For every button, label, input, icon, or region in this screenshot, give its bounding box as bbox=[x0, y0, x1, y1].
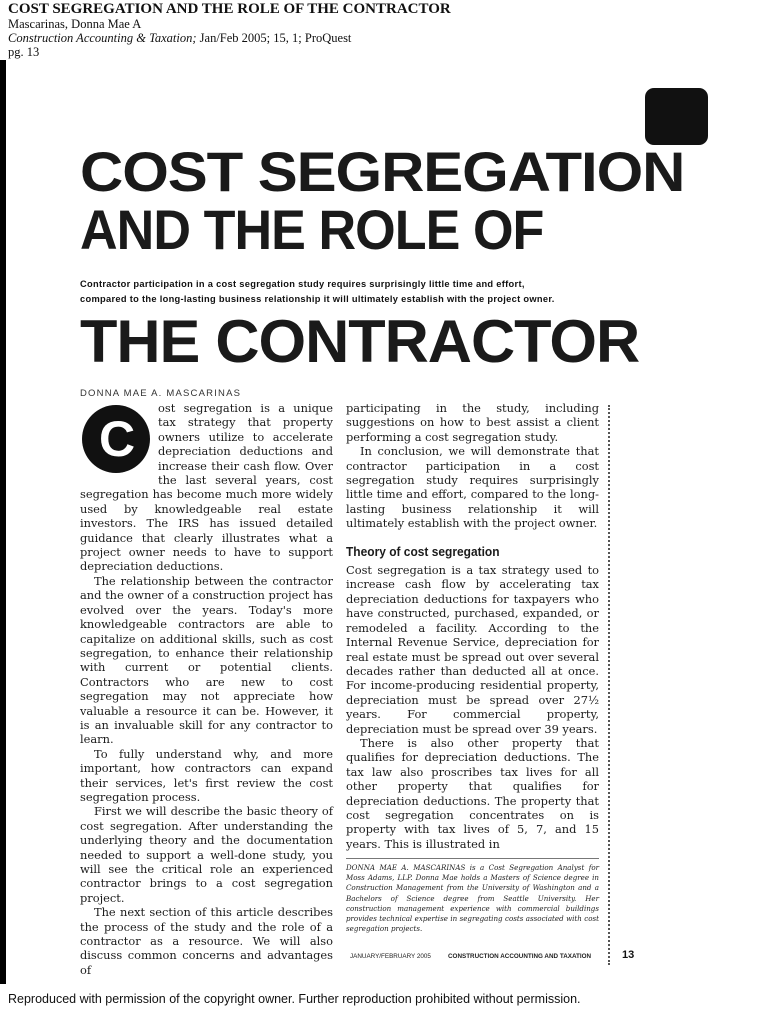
author-bio: DONNA MAE A. MASCARINAS is a Cost Segregation Analyst for Moss Adams, LLP. Donna Mae holds a Masters of Science degree in Construction Management from the University of Washington and a Bachelors of Science degree from Seattle University. Her construction management experience with commercial buildings provides technical expertise in segregating costs associated with cost segregation projects. bbox=[346, 858, 599, 934]
citation-header bbox=[8, 1, 451, 59]
drop-cap-letter: C bbox=[98, 411, 136, 467]
footer-date: JANUARY/FEBRUARY 2005 bbox=[350, 953, 431, 960]
citation-author: Mascarinas, Donna Mae A bbox=[8, 17, 142, 31]
article-deck bbox=[80, 277, 610, 307]
paragraph: To fully understand why, and more important, how contractors can expand their services, let's first review the cost segregation process. bbox=[80, 746, 333, 804]
dotted-rule bbox=[608, 405, 610, 965]
footer-journal: CONSTRUCTION ACCOUNTING AND TAXATION bbox=[448, 953, 592, 960]
article-column-1 bbox=[80, 401, 333, 977]
paragraph: The relationship between the contractor and the owner of a construction project has evolved over the years. Today's more knowledgeable contractors are able to capitalize on additional skills, such as cost segregation, to enhance their relationship with current or potential clients. Contractors who are new to cost segregation may not appreciate how valuable a resource it can be. However, it is an invaluable skill for any contractor to learn. bbox=[80, 573, 333, 747]
drop-cap bbox=[80, 403, 152, 475]
paragraph: In conclusion, we will demonstrate that contractor participation in a cost segregation study requires surprisingly little time and effort, compared to the long-lasting business relationship it will ultimately establish with the project owner. bbox=[346, 444, 599, 531]
section-heading: Theory of cost segregation bbox=[346, 543, 500, 559]
paragraph: The next section of this article describes the process of the study and the role of a contractor as a resource. We will also discuss common concerns and advantages of bbox=[80, 905, 333, 977]
paragraph: ost segregation is a unique tax strategy that property owners utilize to accelerate depreciation deductions and increase their cash flow. Over the last several years, cost segregation has become much more widely used by knowledgeable real estate investors. The IRS has issued detailed guidance that clearly illustrates what a project owner needs to have to support depreciation deductions. bbox=[80, 401, 333, 574]
scan-edge-bar bbox=[0, 60, 6, 984]
article-column-2 bbox=[346, 401, 599, 851]
paragraph: First we will describe the basic theory of cost segregation. After understanding the underlying theory and the documentation needed to support a well-done study, you will see the critical role an experienced contractor brings to a cost segregation project. bbox=[80, 804, 333, 905]
citation-source bbox=[8, 31, 451, 45]
citation-issue: Jan/Feb 2005; 15, 1; ProQuest bbox=[196, 31, 352, 45]
citation-title: COST SEGREGATION AND THE ROLE OF THE CONTRACTOR bbox=[8, 1, 451, 17]
paragraph: Cost segregation is a tax strategy used to increase cash flow by accelerating tax depreciation deductions for taxpayers who have constructed, purchased, expanded, or remodeled a facility. According to the Internal Revenue Service, depreciation for real estate must be spread out over several decades rather than deducted all at once. For income-producing residential property, depreciation must be spread over 27½ years. For commercial property, depreciation must be spread over 39 years. bbox=[346, 563, 599, 736]
headline-line-3: THE CONTRACTOR bbox=[80, 308, 640, 375]
deck-line-1: Contractor participation in a cost segregation study requires surprisingly little time and effort, bbox=[80, 279, 525, 289]
section-tab-marker bbox=[645, 88, 708, 145]
paragraph: participating in the study, including suggestions on how to best assist a client performing a cost segregation study. bbox=[346, 401, 599, 444]
citation-page: pg. 13 bbox=[8, 45, 40, 59]
reproduction-notice: Reproduced with permission of the copyright owner. Further reproduction prohibited without permission. bbox=[8, 992, 581, 1006]
citation-journal: Construction Accounting & Taxation; bbox=[8, 31, 197, 45]
page-number: 13 bbox=[622, 949, 635, 961]
deck-line-2: compared to the long-lasting business relationship it will ultimately establish with the project owner. bbox=[80, 294, 555, 304]
article-byline: DONNA MAE A. MASCARINAS bbox=[80, 388, 242, 399]
headline-line-2: AND THE ROLE OF bbox=[80, 198, 544, 261]
paragraph: There is also other property that qualifies for depreciation deductions. The tax law also proscribes tax lives for all other property that qualifies for depreciation deductions. The property that cost segregation concentrates on is property with tax lives of 5, 7, and 15 years. This is illustrated in bbox=[346, 735, 599, 851]
headline-line-1: COST SEGREGATION bbox=[80, 140, 685, 203]
